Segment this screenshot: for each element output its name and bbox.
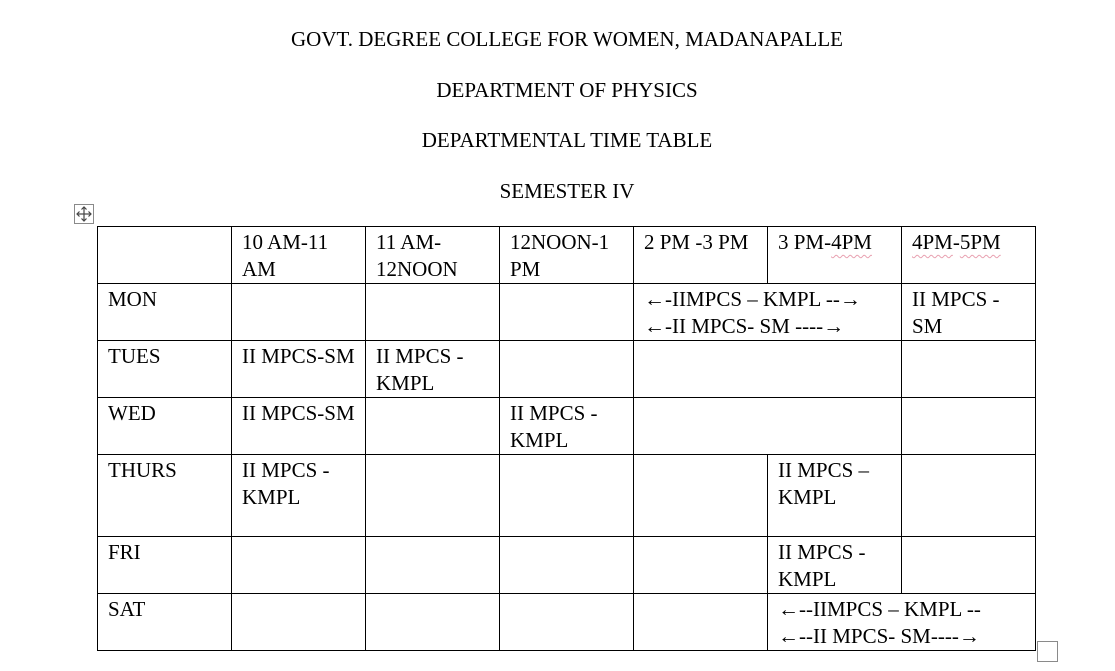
header-cell-empty[interactable] [98,227,232,284]
table-row-tues [98,341,1036,398]
day-cell-tues[interactable]: TUES [98,341,232,398]
table-row-sat [98,594,1036,651]
cell-tues-2pm-4pm[interactable] [634,341,902,398]
cell-sat-12noon[interactable] [500,594,634,651]
cell-fri-2pm[interactable] [634,537,768,594]
header-4pm-start: 4PM [912,230,953,254]
cell-wed-10am[interactable]: II MPCS-SM [232,398,366,455]
cell-mon-10am[interactable] [232,284,366,341]
table-move-handle-icon[interactable] [74,204,94,224]
cell-thurs-12noon[interactable] [500,455,634,537]
table-row-wed [98,398,1036,455]
table-row-thurs [98,455,1036,537]
header-cell-12noon[interactable]: 12NOON-1 PM [500,227,634,284]
table-row-mon [98,284,1036,341]
day-cell-thurs[interactable]: THURS [98,455,232,537]
cell-fri-12noon[interactable] [500,537,634,594]
table-row-fri [98,537,1036,594]
cell-mon-2pm-4pm[interactable] [634,284,902,341]
cell-tues-4pm[interactable] [902,341,1036,398]
cell-tues-12noon[interactable] [500,341,634,398]
timetable [97,226,1036,651]
cell-fri-3pm[interactable]: II MPCS - KMPL [768,537,902,594]
day-cell-mon[interactable]: MON [98,284,232,341]
college-name: GOVT. DEGREE COLLEGE FOR WOMEN, MADANAPALLE [290,27,843,51]
cell-wed-4pm[interactable] [902,398,1036,455]
cell-wed-12noon[interactable]: II MPCS - KMPL [500,398,634,455]
cell-mon-11am[interactable] [366,284,500,341]
header-cell-10am[interactable]: 10 AM-11 AM [232,227,366,284]
header-5pm-end: 5PM [959,230,1001,254]
cell-wed-11am[interactable] [366,398,500,455]
cell-fri-4pm[interactable] [902,537,1036,594]
cell-wed-2pm-4pm[interactable] [634,398,902,455]
cell-mon-12noon[interactable] [500,284,634,341]
cell-thurs-4pm[interactable] [902,455,1036,537]
header-3pm-part: 3 PM- [778,230,832,254]
header-cell-11am[interactable]: 11 AM-12NOON [366,227,500,284]
cell-fri-11am[interactable] [366,537,500,594]
sat-span-line-2: ←--II MPCS- SM----→ [778,624,980,648]
cell-sat-10am[interactable] [232,594,366,651]
cell-thurs-11am[interactable] [366,455,500,537]
cell-thurs-10am[interactable]: II MPCS - KMPL [232,455,366,537]
header-cell-3pm[interactable] [768,227,902,284]
cell-tues-10am[interactable]: II MPCS-SM [232,341,366,398]
cell-thurs-3pm[interactable]: II MPCS – KMPL [768,455,902,537]
cell-fri-10am[interactable] [232,537,366,594]
header-4pm-part: 4PM [831,230,872,254]
header-cell-2pm[interactable]: 2 PM -3 PM [634,227,768,284]
cell-sat-2pm[interactable] [634,594,768,651]
table-resize-handle[interactable] [1037,641,1058,662]
document-title: DEPARTMENTAL TIME TABLE [421,128,713,152]
day-cell-sat[interactable]: SAT [98,594,232,651]
sat-span-line-1: ←--IIMPCS – KMPL -- [778,597,981,621]
header-cell-4pm[interactable] [902,227,1036,284]
department-name: DEPARTMENT OF PHYSICS [436,78,698,102]
mon-span-line-1: ←-IIMPCS – KMPL --→ [644,287,861,311]
cell-sat-3pm-5pm[interactable] [768,594,1036,651]
cell-thurs-2pm[interactable] [634,455,768,537]
cell-sat-11am[interactable] [366,594,500,651]
semester-label: SEMESTER IV [499,179,635,203]
day-cell-wed[interactable]: WED [98,398,232,455]
header-dash: - [952,230,960,254]
cell-tues-11am[interactable]: II MPCS - KMPL [366,341,500,398]
table-row-header [98,227,1036,284]
cell-mon-4pm[interactable]: II MPCS - SM [902,284,1036,341]
mon-span-line-2: ←-II MPCS- SM ----→ [644,314,845,338]
day-cell-fri[interactable]: FRI [98,537,232,594]
